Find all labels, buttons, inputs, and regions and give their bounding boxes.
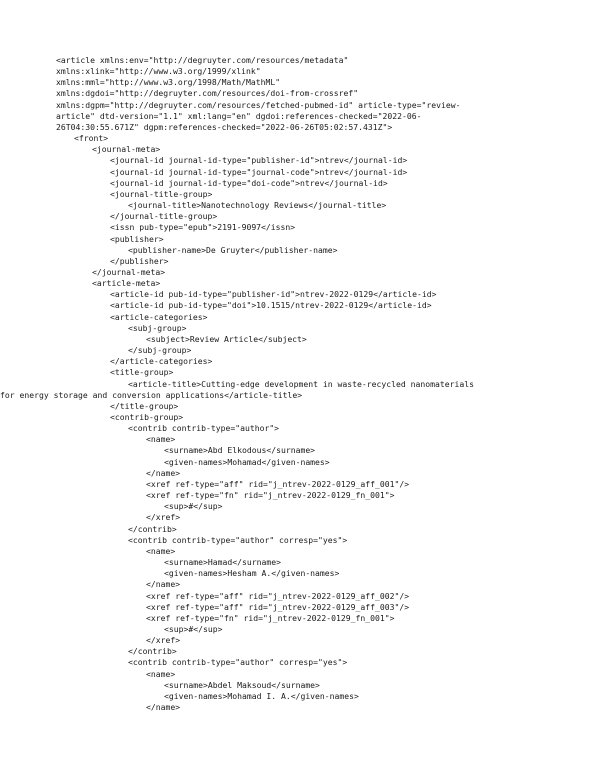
code-line: <journal-id journal-id-type="publisher-id">ntrev</journal-id> — [110, 155, 408, 166]
code-line: </title-group> — [110, 400, 179, 411]
code-line: <issn pub-type="epub">2191-9097</issn> — [110, 222, 296, 233]
code-line: <publisher> — [110, 233, 164, 244]
code-line: article" dtd-version="1.1" xml:lang="en" dgdoi:references-checked="2022-06- — [56, 110, 422, 121]
code-line: <surname>Abdel Maksoud</surname> — [164, 679, 320, 690]
code-line: <article-title>Cutting-edge development in waste-recycled nanomaterials — [128, 378, 474, 389]
code-line: <journal-id journal-id-type="doi-code">ntrev</journal-id> — [110, 177, 388, 188]
code-line: <sup>#</sup> — [164, 623, 223, 634]
code-line: xmlns:xlink="http://www.w3.org/1999/xlink" — [56, 66, 261, 77]
code-line: <xref ref-type="fn" rid="j_ntrev-2022-0129_fn_001"> — [146, 612, 395, 623]
code-line: <journal-title-group> — [110, 188, 213, 199]
code-line: </name> — [146, 467, 181, 478]
code-line: </journal-title-group> — [110, 211, 218, 222]
code-line: xmlns:dgdoi="http://degruyter.com/resources/doi-from-crossref" — [56, 88, 359, 99]
code-line: <contrib-group> — [110, 412, 184, 422]
code-line: <article-id pub-id-type="doi">10.1515/ntrev-2022-0129</article-id> — [110, 300, 432, 311]
code-line: </subj-group> — [128, 345, 192, 356]
code-line: <name> — [146, 434, 176, 445]
code-line: </contrib> — [128, 523, 177, 534]
code-line: <contrib contrib-type="author"> — [128, 423, 280, 434]
code-line: <given-names>Hesham A.</given-names> — [164, 568, 340, 579]
code-line: </publisher> — [110, 255, 169, 266]
code-line: </article-categories> — [110, 356, 213, 367]
code-line: <journal-id journal-id-type="journal-code">ntrev</journal-id> — [110, 166, 408, 177]
code-line: xmlns:mml="http://www.w3.org/1998/Math/MathML" — [56, 77, 281, 88]
code-line: </journal-meta> — [92, 266, 166, 277]
code-line: <article-categories> — [110, 311, 208, 322]
code-line: <article-meta> — [92, 278, 161, 289]
code-line: <title-group> — [110, 367, 174, 378]
code-line: <xref ref-type="aff" rid="j_ntrev-2022-0129_aff_003"/> — [146, 601, 410, 612]
code-line: <front> — [74, 133, 109, 144]
code-line: <xref ref-type="aff" rid="j_ntrev-2022-0129_aff_002"/> — [146, 590, 410, 601]
code-line: <xref ref-type="fn" rid="j_ntrev-2022-0129_fn_001"> — [146, 490, 395, 501]
code-line: <journal-meta> — [92, 144, 161, 155]
code-line: <contrib contrib-type="author" corresp="yes"> — [128, 657, 348, 668]
code-line: for energy storage and conversion applications</article-title> — [0, 389, 303, 400]
code-line: </xref> — [146, 512, 181, 523]
code-line: xmlns:dgpm="http://degruyter.com/resources/fetched-pubmed-id" article-type="review- — [56, 99, 461, 110]
xml-source-listing — [0, 55, 556, 713]
code-line: </name> — [146, 702, 181, 713]
code-line: <contrib contrib-type="author" corresp="yes"> — [128, 534, 348, 545]
code-line: 26T04:30:55.671Z" dgpm:references-checked="2022-06-26T05:02:57.431Z"> — [56, 121, 393, 132]
code-line: <article-id pub-id-type="publisher-id">ntrev-2022-0129</article-id> — [110, 289, 437, 300]
code-line: <journal-title>Nanotechnology Reviews</journal-title> — [128, 200, 387, 211]
code-line: <given-names>Mohamad I. A.</given-names> — [164, 690, 359, 701]
code-line: <given-names>Mohamad</given-names> — [164, 456, 330, 467]
code-line: <name> — [146, 668, 176, 679]
code-line: <surname>Hamad</surname> — [164, 557, 281, 568]
code-line: </xref> — [146, 635, 181, 646]
code-line: <name> — [146, 545, 176, 556]
code-line: <article xmlns:env="http://degruyter.com/resources/metadata" — [56, 55, 349, 65]
code-line: <subj-group> — [128, 322, 187, 333]
code-line: </name> — [146, 579, 181, 590]
code-line: <subject>Review Article</subject> — [146, 333, 307, 344]
code-line: <surname>Abd Elkodous</surname> — [164, 445, 316, 456]
code-line: <sup>#</sup> — [164, 501, 223, 512]
code-line: <publisher-name>De Gruyter</publisher-name> — [128, 244, 338, 255]
code-line: </contrib> — [128, 646, 177, 657]
code-line: <xref ref-type="aff" rid="j_ntrev-2022-0129_aff_001"/> — [146, 478, 410, 489]
